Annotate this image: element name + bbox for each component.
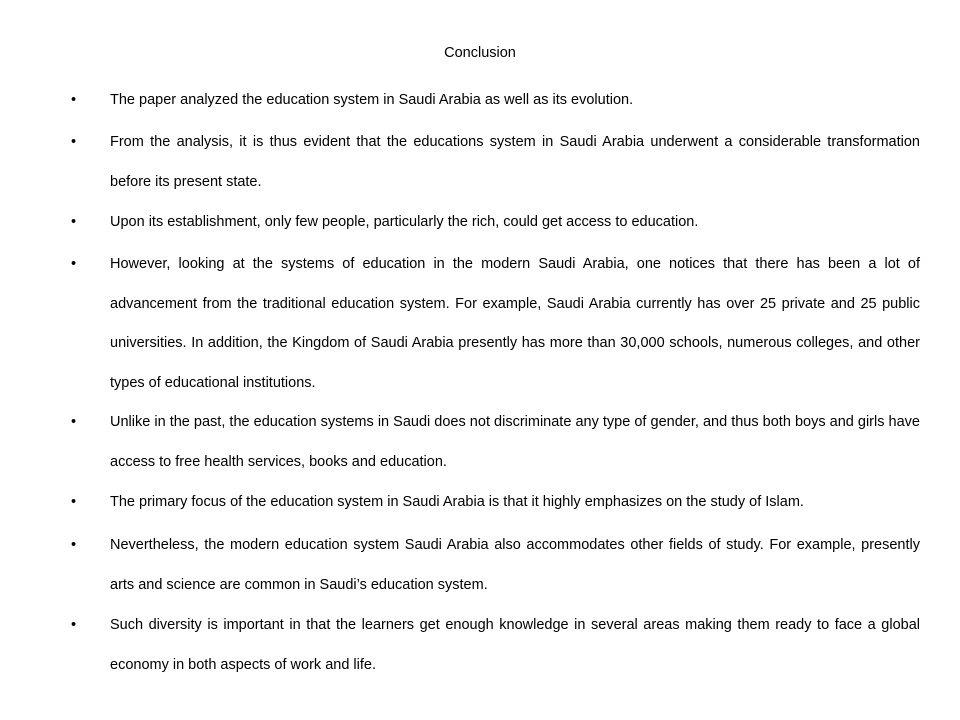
bullet-text: The paper analyzed the education system in Saudi Arabia as well as its evolution. [110,92,634,108]
bullet-dot-icon: • [71,494,77,510]
bullet-text: The primary focus of the education system in Saudi Arabia is that it highly emphasizes on the study of Islam. [110,494,804,510]
bullet-text: From the analysis, it is thus evident that the educations system in Saudi Arabia underwent a considerable transformation before its present state. [110,134,920,190]
bullet-dot-icon: • [71,134,77,150]
bullet-dot-icon: • [71,617,77,633]
bullet-dot-icon: • [71,92,77,108]
bullet-text: However, looking at the systems of education in the modern Saudi Arabia, one notices that there has been a lot of advancement from the traditional education system. For example, Saudi Arabia currently has over 25 private and 25 public universities. In addition, the Kingdom of Saudi Arabia presently has more than 30,000 schools, numerous colleges, and other types of educational institutions. [110,256,920,391]
bullet-dot-icon: • [71,256,77,272]
bullet-text: Such diversity is important in that the learners get enough knowledge in several areas making them ready to face a global economy in both aspects of work and life. [110,617,920,673]
bullet-text: Upon its establishment, only few people, particularly the rich, could get access to education. [110,214,699,230]
bullet-dot-icon: • [71,214,77,230]
slide-title: Conclusion [444,45,516,61]
bullet-dot-icon: • [71,537,77,553]
bullet-text: Unlike in the past, the education systems in Saudi does not discriminate any type of gender, and thus both boys and girls have access to free health services, books and education. [110,414,920,470]
bullet-text: Nevertheless, the modern education system Saudi Arabia also accommodates other fields of study. For example, presently arts and science are common in Saudi’s education system. [110,537,920,593]
bullet-dot-icon: • [71,414,77,430]
